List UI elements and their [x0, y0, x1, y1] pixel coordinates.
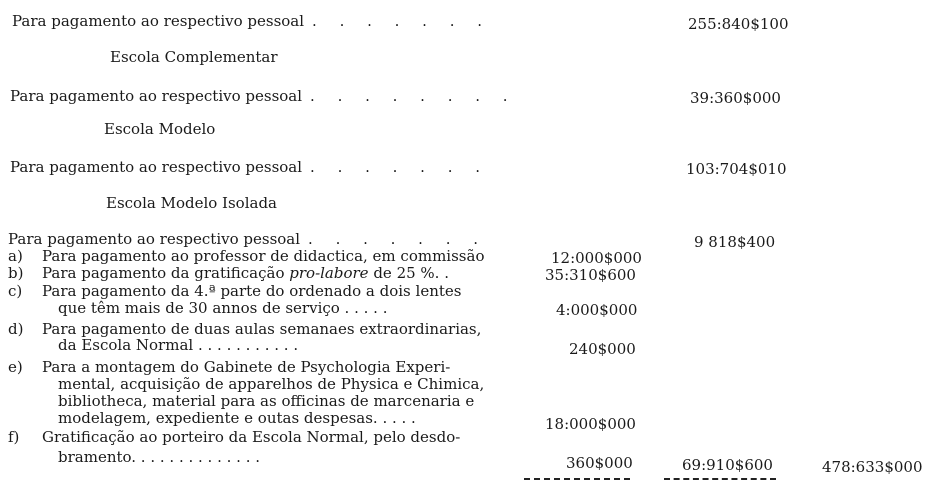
item-marker: d)	[8, 320, 24, 338]
row-label-text: Para pagamento ao respectivo pessoal	[10, 87, 303, 105]
item-text-part: de 25 %. .	[368, 264, 449, 282]
leader-dots: . . . . . . .	[310, 158, 490, 176]
item-marker: f)	[8, 428, 20, 446]
item-value: 18:000$000	[545, 415, 636, 433]
item-text-line: modelagem, expediente e outas despesas. . . . .	[58, 409, 416, 427]
row-label-text: Para pagamento ao respectivo pessoal	[10, 158, 303, 176]
item-text: Para pagamento ao professor de didactica, em commissão	[42, 247, 485, 265]
item-value: 240$000	[569, 340, 636, 358]
subtotal-amount: 69:910$600	[682, 456, 773, 474]
item-text-line: da Escola Normal . . . . . . . . . . .	[58, 336, 299, 354]
row-amount: 39:360$000	[690, 89, 781, 107]
item-marker: b)	[8, 264, 24, 282]
item-text-line: bramento. . . . . . . . . . . . . .	[58, 448, 261, 466]
total-underline-rule	[664, 478, 776, 480]
leader-dots: . . . . . . .	[312, 12, 492, 30]
row-amount: 9 818$400	[694, 233, 776, 251]
item-text-line: mental, acquisição de apparelhos de Physica e Chimica,	[58, 375, 485, 393]
item-text-line: Para pagamento de duas aulas semanaes extraordinarias,	[42, 320, 482, 338]
item-text-line: Para pagamento da 4.ª parte do ordenado a dois lentes	[42, 282, 462, 300]
row-label-text: Para pagamento ao respectivo pessoal	[8, 230, 301, 248]
item-value: 35:310$600	[545, 266, 636, 284]
expense-row-label	[12, 12, 491, 30]
item-text-line: Para a montagem do Gabinete de Psychologia Experi-	[42, 358, 451, 376]
expense-row-label	[10, 87, 517, 105]
leader-dots: . . . . . . .	[308, 230, 488, 248]
section-heading: Escola Modelo Isolada	[106, 194, 277, 212]
item-text-line: que têm mais de 30 annos de serviço . . . . .	[58, 299, 388, 317]
item-text-line: Gratificação ao porteiro da Escola Normal, pelo desdo-	[42, 428, 461, 446]
row-amount: 255:840$100	[688, 15, 789, 33]
row-label-text: Para pagamento ao respectivo pessoal	[12, 12, 305, 30]
item-marker: a)	[8, 247, 23, 265]
expense-row-label	[8, 230, 487, 248]
item-text-line: bibliotheca, material para as officinas de marcenaria e	[58, 392, 475, 410]
item-value: 360$000	[566, 454, 633, 472]
row-amount: 103:704$010	[686, 160, 787, 178]
item-marker: e)	[8, 358, 23, 376]
total-underline-rule	[524, 478, 630, 480]
grand-total-amount: 478:633$000	[822, 458, 923, 476]
item-text-italic: pro-labore	[289, 264, 369, 282]
item-text-part: Para pagamento da gratificação	[42, 264, 290, 282]
item-text	[42, 264, 449, 282]
item-marker: c)	[8, 282, 23, 300]
section-heading: Escola Complementar	[110, 48, 278, 66]
item-value: 4:000$000	[556, 301, 638, 319]
section-heading: Escola Modelo	[104, 120, 216, 138]
expense-row-label	[10, 158, 489, 176]
item-value: 12:000$000	[551, 249, 642, 267]
leader-dots: . . . . . . . .	[310, 87, 517, 105]
